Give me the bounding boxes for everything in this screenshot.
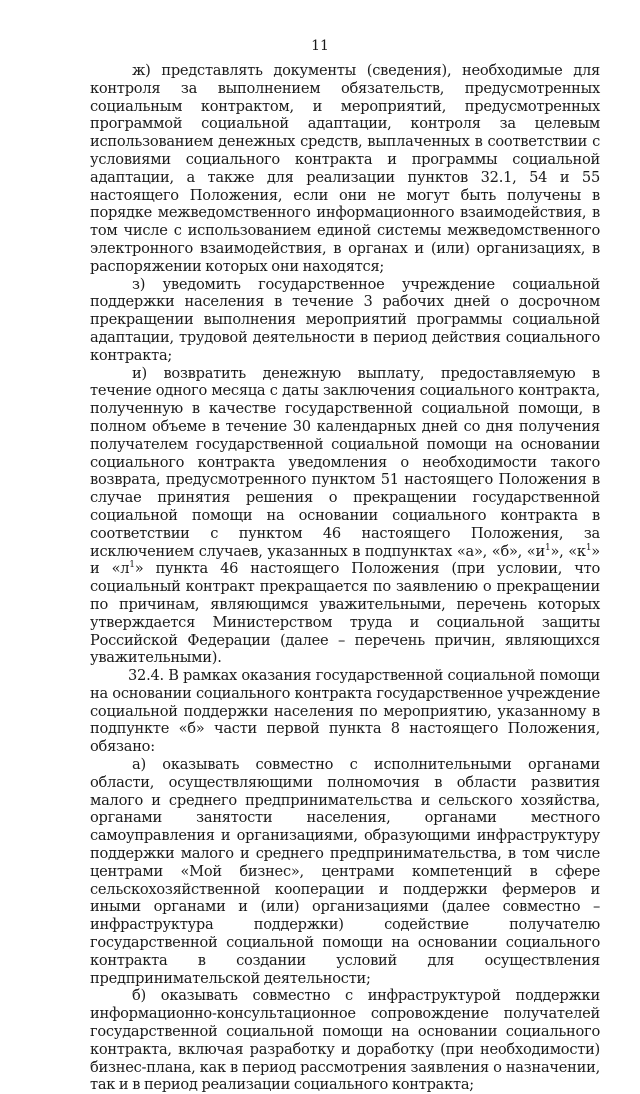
point-32-4 [90,667,600,756]
subpoint-label: з) [132,275,163,293]
subpoint-b [90,987,600,1094]
superscript-index: 1 [585,542,592,553]
subpoint-label: б) [132,987,161,1005]
subpoint-text: оказывать совместно с исполнительными органами области, осуществляющими полномочия в области развития малого и среднего предпринимательства и сельского хозяйства, органами занятости населения, органами местного самоуправления и организациями, образующими инфраструктуру поддержки малого и среднего предпринимательства, в том числе центрами «Мой бизнес», центрами компетенций в сфере сельскохозяйственной кооперации и поддержки фермеров и иными органами и (или) организациями (далее совместно – инфраструктура поддержки) содействие получателю государственной социальной помощи на основании социального контракта в создании условий для осуществления предпринимательской деятельности; [90,756,600,987]
subpoint-text: уведомить государственное учреждение социальной поддержки населения в течение 3 рабочих дней о досрочном прекращении выполнения мероприятий программы социальной адаптации, трудовой деятельности в период действия социального контракта; [90,275,600,364]
subpoint-label: а) [132,756,163,774]
subpoint-text: » пункта 46 настоящего Положения (при условии, что социальный контракт прекращается по заявлению о прекращении по причинам, являющимся уважительными, перечень которых утверждается Министерством труда и социальной защиты Российской Федерации (далее – перечень причин, являющихся уважительными). [90,560,600,667]
page-number: 11 [311,38,329,54]
subpoint-text: », «к [550,542,586,560]
subpoint-text: » и «л [90,542,600,578]
point-label: 32.4. [128,667,169,685]
subpoint-label: ж) [132,62,162,79]
subpoint-z [90,276,600,365]
subpoint-text: представлять документы (сведения), необходимые для контроля за выполнением обязательств, предусмотренных социальным контрактом, и мероприятий, предусмотренных программой социальной адаптации, контроля за целевым использованием денежных средств, выплаченных в соответствии с условиями социального контракта и программы социальной адаптации, а также для реализации пунктов 32.1, 54 и 55 настоящего Положения, если они не могут быть получены в порядке межведомственного информационного взаимодействия, в том числе с использованием единой системы межведомственного электронного взаимодействия, в органах и (или) организациях, в распоряжении которых они находятся; [90,62,600,275]
subpoint-label: и) [132,364,164,382]
subpoint-i [90,365,600,668]
subpoint-a [90,756,600,987]
superscript-index: 1 [129,560,135,571]
subpoint-zh [90,62,600,276]
subpoint-text: оказывать совместно с инфраструктурой поддержки информационно-консультационное сопровождение получателей государственной социальной помощи на основании социального контракта, включая разработку и доработку (при необходимости) бизнес-плана, как в период рассмотрения заявления о назначении, так и в период реализации социального контракта; [90,987,600,1094]
point-text: В рамках оказания государственной социальной помощи на основании социального контракта государственное учреждение социальной поддержки населения по мероприятию, указанному в подпункте «б» части первой пункта 8 настоящего Положения, обязано: [90,667,600,756]
superscript-index: 1 [544,542,551,553]
subpoint-text: возвратить денежную выплату, предоставляемую в течение одного месяца с даты заключения социального контракта, полученную в качестве государственной социальной помощи, в полном объеме в течение 30 календарных дней со дня получения получателем государственной социальной помощи на основании социального контракта уведомления о необходимости такого возврата, предусмотренного пунктом 51 настоящего Положения в случае принятия решения о прекращении государственной социальной помощи на основании социального контракта в соответствии с пунктом 46 настоящего Положения, за исключением случаев, указанных в подпунктах «а», «б», «и [90,364,600,560]
document-body [90,62,600,1094]
